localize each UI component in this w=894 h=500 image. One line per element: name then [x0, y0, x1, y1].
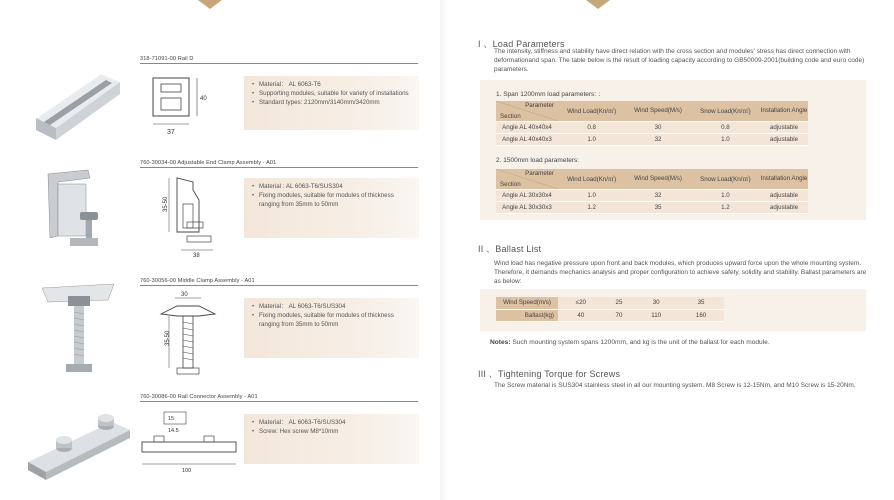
table-cell: 30 [625, 121, 690, 133]
table-cell: adjustable [760, 133, 808, 145]
rail-d-width-dim: 37 [167, 129, 175, 136]
middle-clamp-photo [28, 278, 128, 378]
section-load-parameters-title: I 、Load Parameters [478, 39, 565, 49]
table1-title: 1. Span 1200mm load parameters: ： [496, 91, 605, 98]
table-cell: 70 [604, 309, 635, 321]
page-fold [440, 0, 448, 500]
col-header: Snow Load(Kn/㎡) [691, 101, 760, 121]
corner-bottom: Section [500, 180, 521, 188]
spec-line: • Material： AL 6063-T6/SUS304 [259, 418, 413, 427]
rail-connector-height-dim: 15 [168, 416, 175, 422]
table-cell: 25 [604, 297, 635, 309]
rail-d-code: 318-71091-00 Rail D [140, 56, 418, 64]
corner-top: Parameter [525, 170, 554, 177]
table-row [496, 309, 724, 321]
rail-d-photo [28, 68, 128, 143]
table-cell: adjustable [760, 189, 808, 201]
load-parameters-text: The intensity, stiffness and stability have direct relation with the cross section and modules' stress has direct connection with deformationand span. The table below is the result of loading capacity according to GB50009-2001(building code and euro code) parameters. [494, 48, 865, 73]
spec-line: • Fixing modules, suitable for modules of thickness ranging from 35mm to 50mm [259, 191, 413, 209]
table-row [496, 297, 724, 309]
end-clamp-drawing [137, 170, 237, 258]
table-cell: 0.8 [558, 121, 625, 133]
spec-line: • Fixing modules, suitable for modules of thickness ranging from 35mm to 50mm [259, 311, 413, 329]
spec-line: • Screw: Hex screw M8*10mm [259, 427, 413, 436]
col-header: Wind Speed(M/s) [625, 169, 690, 189]
col-header: Snow Load(Kn/㎡) [691, 169, 760, 189]
ballast-note [490, 339, 770, 346]
spec-line: • Supporting modules, suitable for variety of installations [259, 89, 413, 98]
spec-line: • Material : AL 6063-T6/SUS304 [259, 182, 413, 191]
table-cell: 1.2 [558, 201, 625, 213]
note-text: Such mounting system spans 1200mm, and kg is the unit of the ballast for each module. [512, 339, 770, 346]
col-header: Wind Load(Kn/㎡) [558, 101, 625, 121]
table-cell: 110 [634, 309, 678, 321]
table-cell: 1.2 [691, 201, 760, 213]
table-cell: Angle AL 30x30x4 [496, 189, 558, 201]
table-row [496, 189, 808, 201]
table-cell: 32 [625, 189, 690, 201]
section-ballast-title: II 、Ballast List [478, 244, 542, 254]
row-header: Ballast(kg) [496, 309, 558, 321]
product-middle-clamp [0, 278, 430, 383]
col-header: Wind Speed(M/s) [625, 101, 690, 121]
table-cell: Angle AL 40x40x3 [496, 133, 558, 145]
load-table-1500 [496, 169, 808, 214]
corner-top: Parameter [525, 102, 554, 109]
end-clamp-specs [244, 178, 419, 238]
rail-d-height-dim: 40 [200, 96, 207, 102]
spec-line: • Material： AL 6063-T6/SUS304 [259, 302, 413, 311]
corner-bottom: Section [500, 112, 521, 120]
top-tab-marker-left [198, 0, 222, 9]
note-label: Notes: [490, 339, 511, 346]
spec-line: • Material： AL 6063-T6 [259, 80, 413, 89]
middle-clamp-width-dim: 30 [181, 292, 188, 298]
table-cell: 0.8 [691, 121, 760, 133]
ballast-text: Wind load has negative pressure upon front and back modules, which produces upward force upon the whole mounting system. Therefore, it demands mechanics analysis and proper configuration to achieve safety, solidity and stability. Ballast parameters are as below: [494, 260, 867, 285]
table-row [496, 121, 808, 133]
rail-connector-photo [20, 402, 135, 487]
middle-clamp-drawing [137, 290, 237, 378]
row-header: Wind Speed(m/s) [496, 297, 558, 309]
rail-d-drawing [137, 68, 237, 138]
product-rail-connector [0, 394, 430, 494]
table-cell: 1.0 [558, 189, 625, 201]
rail-connector-code: 760-30086-00 Rail Connector Assembly - A01 [140, 394, 418, 402]
rail-connector-drawing [134, 406, 239, 486]
rail-connector-specs [244, 414, 419, 464]
table2-title: 2. 1500mm load parameters: [496, 157, 580, 164]
product-end-clamp [0, 160, 430, 265]
table-cell: adjustable [760, 121, 808, 133]
table-cell: 35 [625, 201, 690, 213]
table-cell: 160 [678, 309, 724, 321]
table-cell: ≤20 [558, 297, 604, 309]
spec-line: • Standard types: 2120mm/3140mm/3420mm [259, 98, 413, 107]
load-table-1200 [496, 101, 808, 146]
end-clamp-photo [28, 166, 128, 251]
table-row [496, 133, 808, 145]
load-tables-panel [480, 80, 866, 220]
col-header: Installation Angle [760, 169, 808, 189]
table-cell: 1.0 [691, 189, 760, 201]
col-header: Installation Angle [760, 101, 808, 121]
section-torque-title: III 、Tightening Torque for Screws [478, 369, 621, 379]
table-cell: 30 [634, 297, 678, 309]
middle-clamp-thickness-dim: 35-50 [165, 330, 171, 346]
torque-text: The Screw material is SUS304 stainless steel in all our mounting system. M8 Screw is 12-15Nm, and M10 Screw is 15-20Nm. [494, 382, 856, 389]
middle-clamp-code: 760-30056-00 Middle Clamp Assembly - A01 [140, 278, 418, 286]
top-tab-marker-right [586, 0, 610, 9]
middle-clamp-specs [244, 298, 419, 358]
rail-d-specs [244, 76, 419, 130]
table-row [496, 201, 808, 213]
ballast-table [496, 297, 724, 322]
col-header: Wind Load(Kn/㎡) [558, 169, 625, 189]
table-cell: adjustable [760, 201, 808, 213]
table-cell: 1.0 [691, 133, 760, 145]
product-rail-d [0, 56, 430, 151]
end-clamp-thickness-dim: 35-50 [163, 196, 169, 212]
end-clamp-code: 760-30034-00 Adjustable End Clamp Assembly - A01 [140, 160, 418, 168]
end-clamp-width-dim: 38 [193, 253, 200, 258]
table-cell: Angle AL 30x30x3 [496, 201, 558, 213]
table-cell: 40 [558, 309, 604, 321]
table-cell: 32 [625, 133, 690, 145]
table-cell: 1.0 [558, 133, 625, 145]
table-cell: Angle AL 40x40x4 [496, 121, 558, 133]
rail-connector-slot-dim: 14.5 [168, 428, 179, 434]
table-cell: 35 [678, 297, 724, 309]
ballast-panel [480, 289, 866, 331]
rail-connector-length-dim: 100 [182, 468, 192, 474]
